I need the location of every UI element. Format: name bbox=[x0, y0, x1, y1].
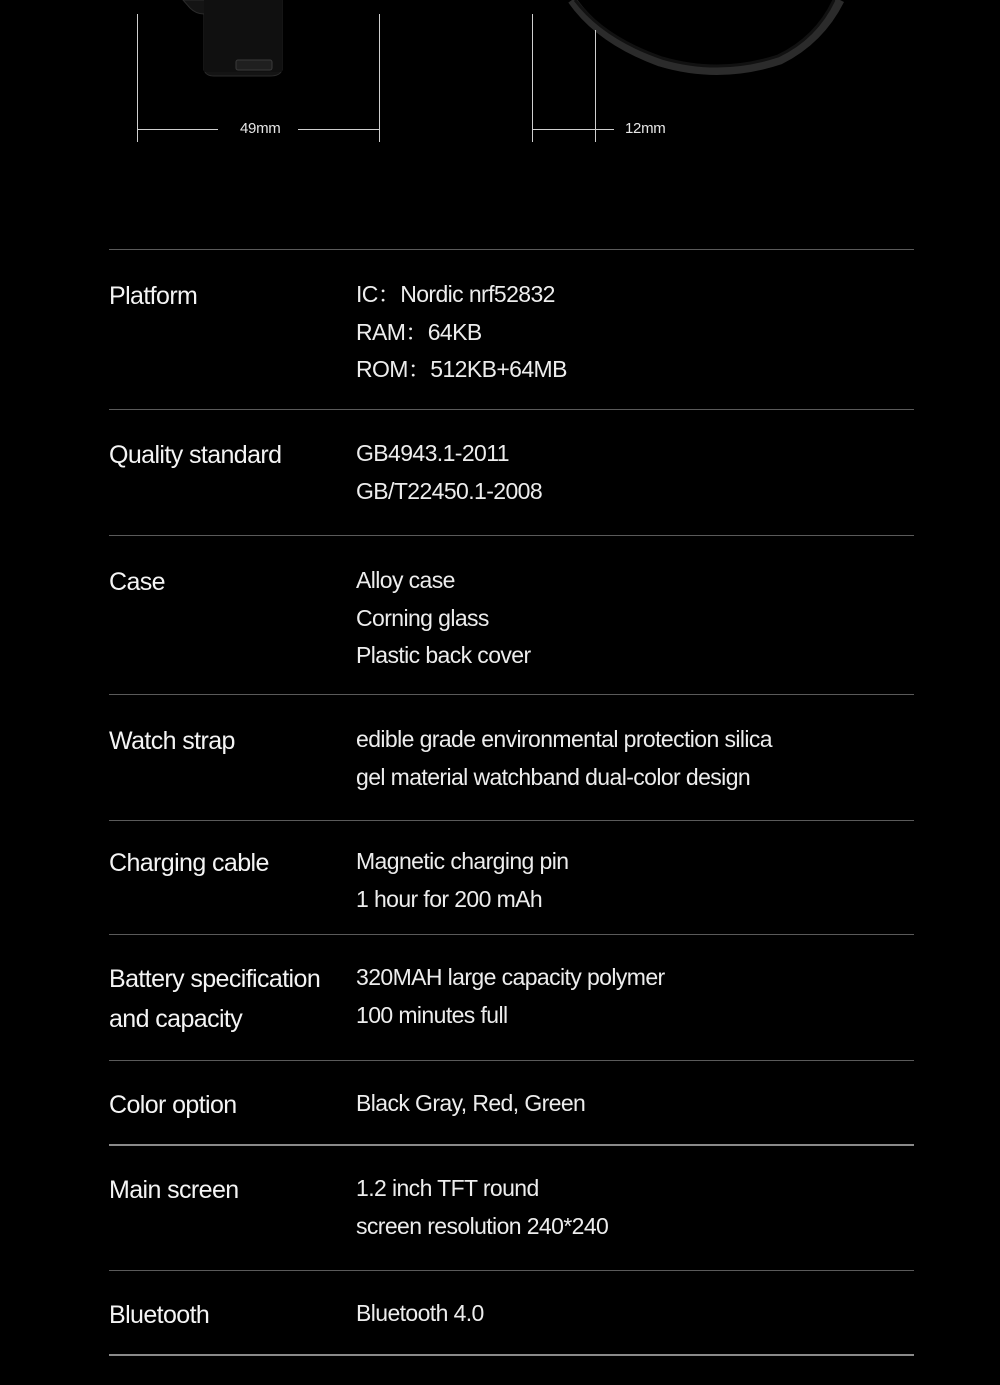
thickness-dimension-label: 12mm bbox=[625, 120, 666, 137]
spec-label: Quality standard bbox=[109, 441, 282, 469]
spec-row-case bbox=[109, 536, 914, 695]
spec-label: Platform bbox=[109, 282, 198, 310]
spec-row-main-screen bbox=[109, 1146, 914, 1271]
spec-value: Black Gray, Red, Green bbox=[356, 1090, 586, 1116]
spec-row-watch-strap bbox=[109, 695, 914, 821]
spec-row-platform bbox=[109, 250, 914, 410]
spec-value: edible grade environmental protection silica gel material watchband dual-color design bbox=[356, 726, 772, 790]
spec-value: Bluetooth 4.0 bbox=[356, 1300, 484, 1326]
product-dimension-drawing bbox=[0, 0, 1000, 160]
spec-label: Battery specification and capacity bbox=[109, 965, 321, 1033]
spec-label: Main screen bbox=[109, 1176, 239, 1204]
spec-row-quality-standard bbox=[109, 410, 914, 536]
spec-value: IC：Nordic nrf52832 RAM：64KB ROM：512KB+64MB bbox=[356, 281, 567, 382]
spec-value: Alloy case Corning glass Plastic back cover bbox=[356, 567, 531, 668]
spec-value: GB4943.1-2011 GB/T22450.1-2008 bbox=[356, 440, 543, 504]
spec-label: Charging cable bbox=[109, 849, 269, 877]
spec-value: Magnetic charging pin 1 hour for 200 mAh bbox=[356, 848, 569, 912]
spec-value: 1.2 inch TFT round screen resolution 240*240 bbox=[356, 1175, 609, 1239]
spec-row-bluetooth bbox=[109, 1271, 914, 1356]
width-dimension-label: 49mm bbox=[240, 120, 281, 137]
spec-label: Case bbox=[109, 568, 165, 596]
spec-row-color-option bbox=[109, 1061, 914, 1146]
watch-outline-illustration bbox=[0, 0, 1000, 160]
spec-row-charging-cable bbox=[109, 821, 914, 935]
spec-label: Bluetooth bbox=[109, 1301, 210, 1329]
spec-row-battery bbox=[109, 935, 914, 1061]
specification-table bbox=[109, 249, 914, 1356]
spec-label: Watch strap bbox=[109, 727, 235, 755]
spec-value: 320MAH large capacity polymer 100 minutes full bbox=[356, 964, 665, 1028]
spec-label: Color option bbox=[109, 1091, 237, 1119]
